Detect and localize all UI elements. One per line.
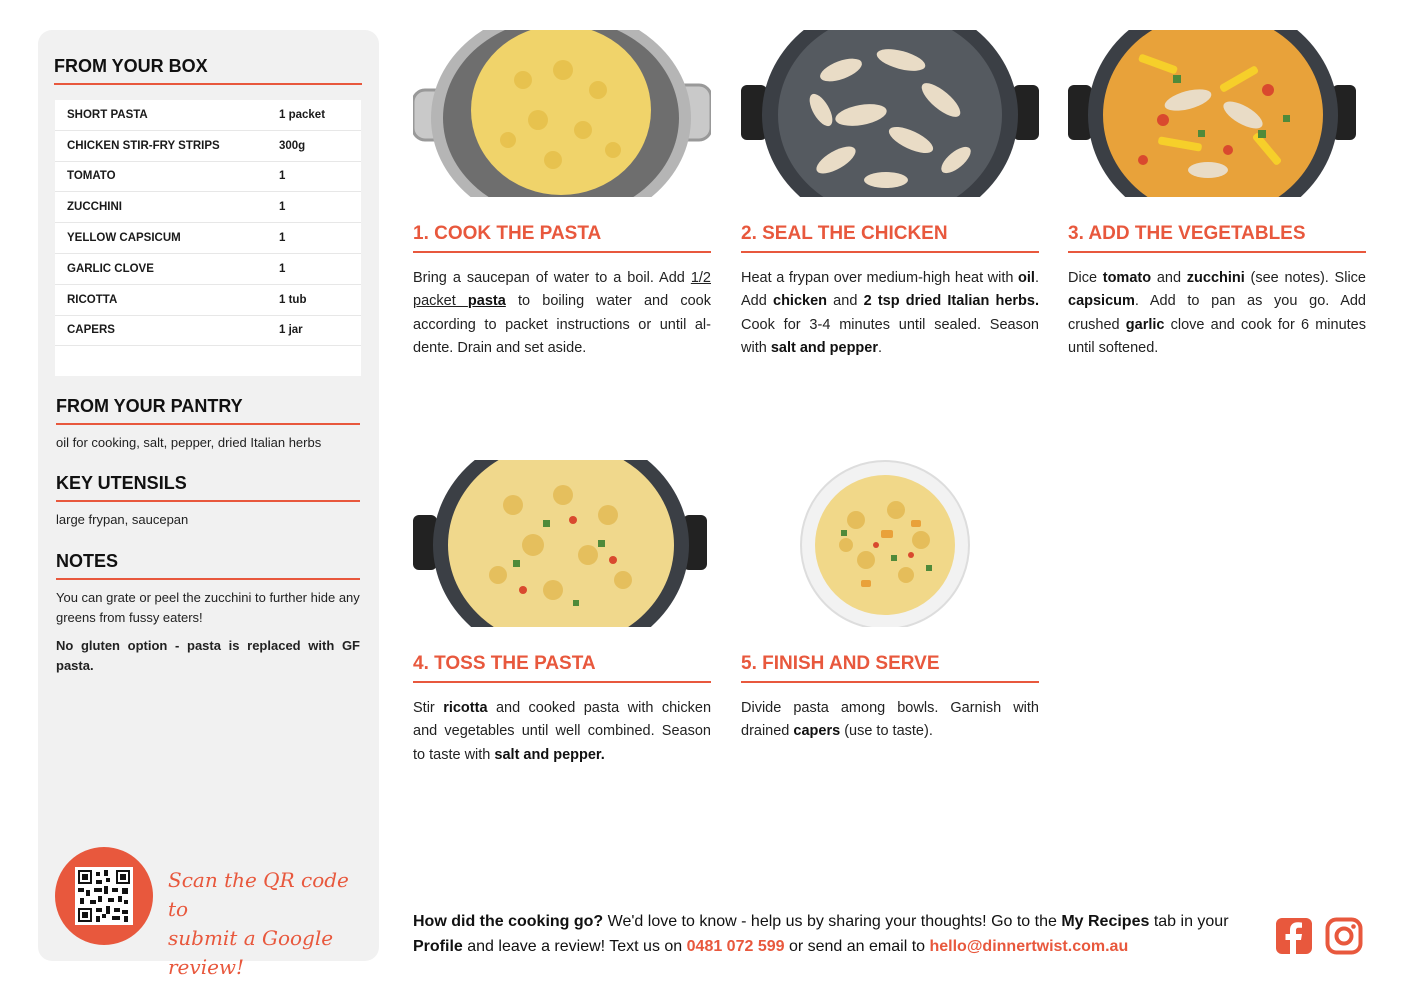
utensils-title: KEY UTENSILS	[56, 473, 360, 502]
qr-prompt-line1: Scan the QR code to	[168, 868, 349, 921]
text-segment: and leave a review! Text us on	[462, 938, 687, 955]
text-segment: (use to taste).	[840, 723, 933, 740]
step-1-photo	[413, 30, 711, 197]
ingredient-name: CAPERS	[67, 324, 115, 337]
step-3	[1068, 30, 1366, 360]
text-segment: oil	[1018, 270, 1035, 286]
facebook-icon[interactable]	[1275, 917, 1313, 955]
step-2	[741, 30, 1039, 360]
text-segment: chicken	[773, 293, 827, 310]
text-segment: Divide pasta among bowls. Garnish with drained	[741, 700, 1039, 740]
text-segment: capsicum	[1068, 293, 1135, 310]
qr-review-prompt	[168, 866, 368, 982]
ingredient-name: TOMATO	[67, 170, 116, 183]
text-segment: (see notes). Slice	[1244, 270, 1366, 286]
step-2-text	[741, 267, 1039, 360]
text-segment: ricotta	[443, 700, 488, 716]
step-5-title: 5. FINISH AND SERVE	[741, 653, 1039, 683]
ingredient-row	[55, 223, 361, 254]
ingredient-qty: 1	[279, 170, 286, 183]
ingredient-row	[55, 192, 361, 223]
ingredient-name: RICOTTA	[67, 293, 118, 306]
text-segment: or send an email to	[784, 938, 930, 955]
text-segment: .	[878, 339, 883, 356]
from-your-box-title: FROM YOUR BOX	[54, 56, 362, 85]
text-segment: salt and pepper.	[494, 746, 605, 763]
ingredients-sidebar	[38, 30, 379, 979]
ingredient-name: YELLOW CAPSICUM	[67, 232, 181, 245]
utensils-text: large frypan, saucepan	[56, 512, 189, 527]
notes-title: NOTES	[56, 551, 360, 580]
text-segment: Cook for 3-4 minutes until sealed. Season with	[741, 316, 1039, 356]
text-segment: and	[1151, 270, 1187, 286]
ingredient-qty: 1 jar	[279, 324, 303, 337]
feedback-footer	[413, 909, 1263, 959]
notes-section	[56, 551, 360, 676]
text-segment: zucchini	[1186, 270, 1245, 286]
profile-label: Profile	[413, 938, 463, 955]
text-segment: capers	[793, 723, 841, 740]
step-2-title: 2. SEAL THE CHICKEN	[741, 223, 1039, 253]
text-segment: tomato	[1102, 270, 1152, 286]
my-recipes-label: My Recipes	[1061, 913, 1150, 930]
step-4	[413, 460, 711, 767]
text-segment: garlic	[1125, 316, 1165, 333]
feedback-question: How did the cooking go?	[413, 913, 604, 930]
ingredient-qty: 1	[279, 232, 286, 245]
step-1	[413, 30, 711, 360]
step-4-photo	[413, 460, 711, 627]
text-segment: pasta	[467, 293, 506, 310]
ingredient-row	[55, 100, 361, 131]
step-3-photo	[1068, 30, 1366, 197]
notes-gluten-option: No gluten option - pasta is replaced with GF pasta.	[56, 638, 360, 673]
step-4-text	[413, 697, 711, 767]
text-segment: tab in your	[1149, 913, 1229, 930]
step-4-title: 4. TOSS THE PASTA	[413, 653, 711, 683]
step-5	[741, 460, 1039, 744]
ingredient-name: SHORT PASTA	[67, 108, 148, 121]
text-segment: and cooked pasta with chicken and vegetables until well combined. Season to taste with	[413, 700, 712, 763]
step-3-text	[1068, 267, 1366, 360]
qr-prompt-line2: submit a Google review!	[168, 926, 334, 979]
ingredient-name: ZUCCHINI	[67, 201, 122, 214]
text-segment: . Add	[741, 270, 1039, 310]
text-segment: Bring a saucepan of water to a boil. Add	[413, 270, 691, 286]
ingredients-table	[55, 100, 361, 376]
pantry-text: oil for cooking, salt, pepper, dried Italian herbs	[56, 435, 322, 450]
step-2-photo	[741, 30, 1039, 197]
text-segment: Dice	[1068, 270, 1103, 286]
phone-number-link[interactable]: 0481 072 599	[686, 938, 785, 955]
ingredient-name: CHICKEN STIR-FRY STRIPS	[67, 139, 220, 152]
ingredient-row	[55, 316, 361, 347]
ingredient-row	[55, 131, 361, 162]
qr-code-icon	[75, 867, 133, 925]
text-segment: and	[827, 293, 864, 310]
step-1-title: 1. COOK THE PASTA	[413, 223, 711, 253]
step-5-text	[741, 697, 1039, 744]
instagram-icon[interactable]	[1325, 917, 1363, 955]
text-segment: . Add to pan as you go. Add crushed	[1068, 293, 1366, 333]
ingredient-qty: 1 packet	[279, 108, 326, 121]
step-5-photo	[741, 460, 1039, 627]
step-3-title: 3. ADD THE VEGETABLES	[1068, 223, 1366, 253]
text-segment: We'd love to know - help us by sharing your thoughts! Go to the	[603, 913, 1062, 930]
text-segment: Stir	[413, 700, 444, 716]
text-segment: 2 tsp dried Italian herbs.	[863, 293, 1040, 310]
ingredient-row	[55, 285, 361, 316]
pantry-title: FROM YOUR PANTRY	[56, 396, 360, 425]
text-segment: clove and cook for 6 minutes until softened.	[1068, 316, 1366, 356]
email-link[interactable]: hello@dinnertwist.com.au	[929, 938, 1129, 955]
qr-code-badge[interactable]	[55, 847, 153, 945]
ingredient-qty: 1	[279, 262, 286, 275]
text-segment: Heat a frypan over medium-high heat with	[741, 270, 1019, 286]
ingredient-qty: 300g	[279, 139, 306, 152]
notes-text: You can grate or peel the zucchini to further hide any greens from fussy eaters!	[56, 590, 360, 625]
ingredient-name: GARLIC CLOVE	[67, 262, 154, 275]
utensils-section	[56, 473, 360, 530]
ingredient-qty: 1 tub	[279, 293, 307, 306]
ingredient-row	[55, 162, 361, 193]
text-segment: salt and pepper	[770, 339, 878, 356]
ingredient-qty: 1	[279, 201, 286, 214]
text-segment: to boiling water and cook according to packet instructions or until al-dente. Drain and set aside.	[413, 293, 711, 356]
text-segment: 1/2 packet	[413, 270, 711, 310]
ingredient-row	[55, 254, 361, 285]
step-1-text	[413, 267, 711, 360]
pantry-section	[56, 396, 360, 453]
